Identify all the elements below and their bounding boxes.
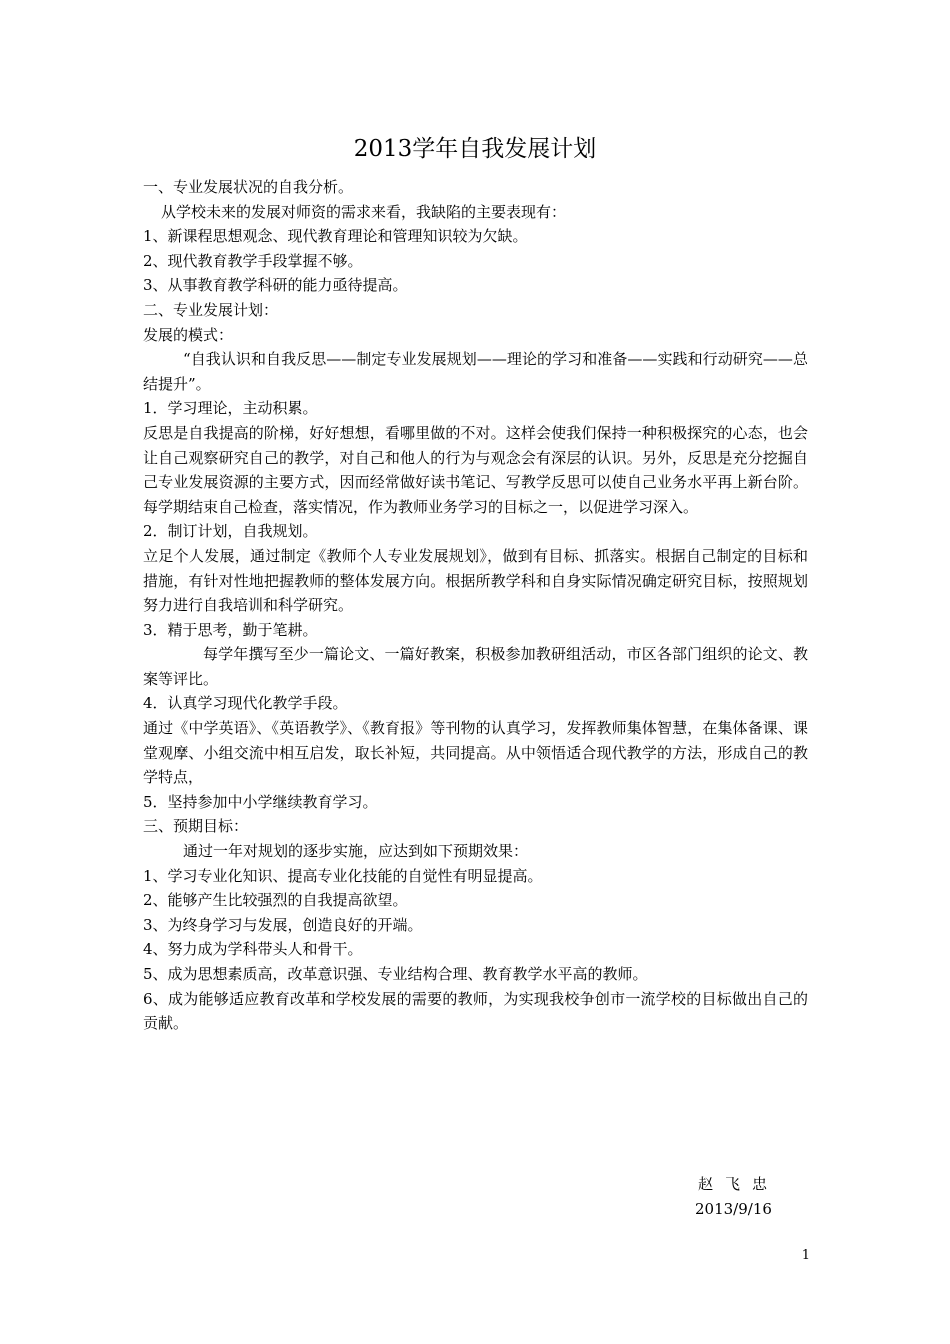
document-title: 2013学年自我发展计划 [353,136,597,162]
section-heading: 三、预期目标： [143,817,249,836]
section-heading: 二、专业发展计划： [143,300,279,319]
page-number: 1 [801,1248,810,1263]
subheading: 1．学习理论，主动积累。 [143,399,318,418]
paragraph: “自我认识和自我反思——制定专业发展规划——理论的学习和准备——实践和行动研究——总结提升”。 [143,350,808,393]
paragraph: 从学校未来的发展对师资的需求来看，我缺陷的主要表现有： [161,202,567,221]
list-item: 1、学习专业化知识、提高专业化技能的自觉性有明显提高。 [143,866,543,885]
signature-date: 2013/9/16 [695,1199,772,1218]
list-item: 2、现代教育教学手段掌握不够。 [143,251,363,270]
list-item: 4、努力成为学科带头人和骨干。 [143,940,363,959]
list-item: 6、成为能够适应教育改革和学校发展的需要的教师，为实现我校争创市一流学校的目标做出自己的贡献。 [143,989,808,1033]
paragraph: 立足个人发展，通过制定《教师个人专业发展规划》，做到有目标、抓落实。根据自己制定的目标和措施，有针对性地把握教师的整体发展方向。根据所教学科和自身实际情况确定研究目标，按照规划努力进行自我培训和科学研究。 [143,546,808,615]
subheading: 5．坚持参加中小学继续教育学习。 [143,792,378,811]
paragraph: 通过《中学英语》、《英语教学》、《教育报》等刊物的认真学习，发挥教师集体智慧，在集体备课、课堂观摩、小组交流中相互启发，取长补短，共同提高。从中领悟适合现代教学的方法，形成自己的教学特点， [143,719,808,787]
document-body [143,175,808,1036]
signature-block [695,1172,815,1221]
paragraph: 反思是自我提高的阶梯，好好想想，看哪里做的不对。这样会使我们保持一种积极探究的心态，也会让自己观察研究自己的教学，对自己和他人的行为与观念会有深层的认识。另外，反思是充分挖掘自己专业发展资源的主要方式，因而经常做好读书笔记、写教学反思可以使自己业务水平再上新台阶。每学期结束自己检查，落实情况，作为教师业务学习的目标之一，以促进学习深入。 [143,423,808,516]
subheading: 4．认真学习现代化教学手段。 [143,694,348,713]
list-item: 3、从事教育教学科研的能力亟待提高。 [143,276,408,295]
paragraph: 发展的模式： [143,325,234,344]
paragraph: 每学年撰写至少一篇论文、一篇好教案，积极参加教研组活动，市区各部门组织的论文、教案等评比。 [143,645,808,688]
list-item: 2、能够产生比较强烈的自我提高欲望。 [143,891,408,910]
subheading: 3．精于思考，勤于笔耕。 [143,620,318,639]
signature-name: 赵飞忠 [698,1175,780,1193]
section-heading: 一、专业发展状况的自我分析。 [143,178,354,196]
list-item: 5、成为思想素质高，改革意识强、专业结构合理、教育教学水平高的教师。 [143,965,648,983]
subheading: 2．制订计划，自我规划。 [143,522,318,541]
paragraph: 通过一年对规划的逐步实施，应达到如下预期效果： [183,842,529,861]
list-item: 1、新课程思想观念、现代教育理论和管理知识较为欠缺。 [143,227,528,246]
list-item: 3、为终身学习与发展，创造良好的开端。 [143,915,423,934]
